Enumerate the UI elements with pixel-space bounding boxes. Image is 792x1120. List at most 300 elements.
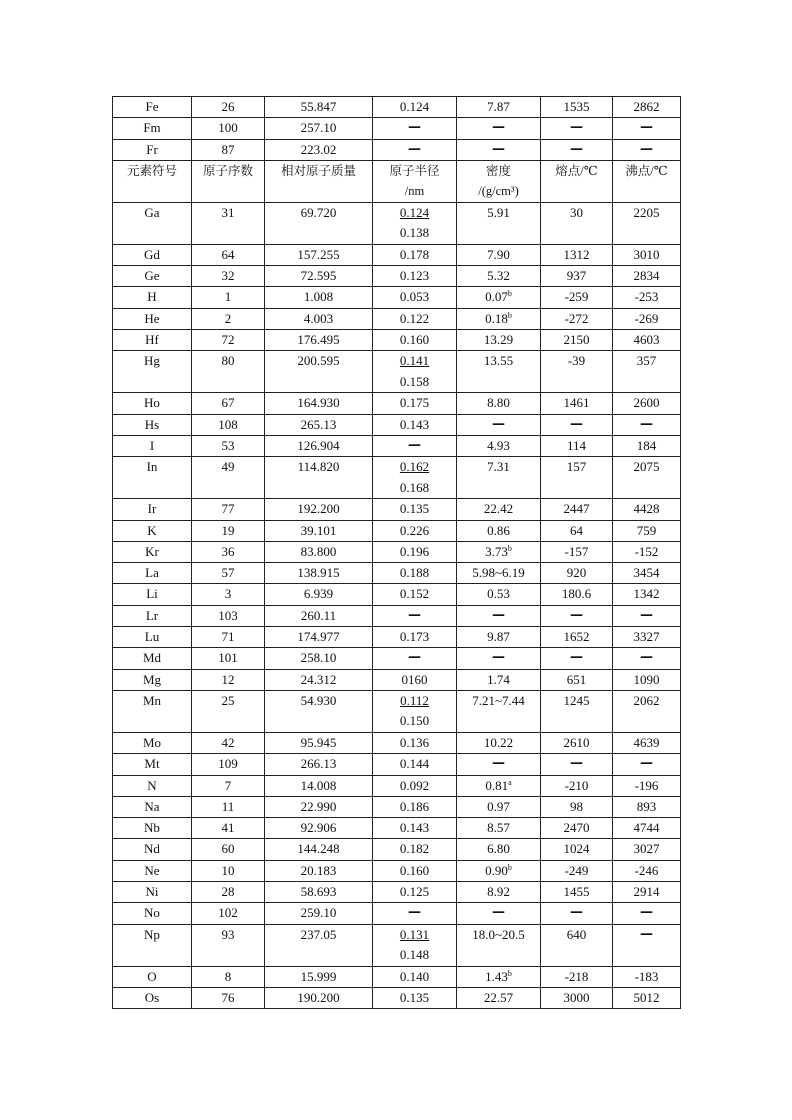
cell-value: 237.05 <box>300 926 337 942</box>
table-cell <box>373 139 457 160</box>
table-cell <box>541 351 613 393</box>
table-cell <box>541 860 613 881</box>
empty-value-dash: — <box>408 437 421 453</box>
cell-value: 0.143 <box>399 416 430 432</box>
table-cell <box>265 754 373 775</box>
table-cell <box>192 882 265 903</box>
table-cell <box>457 330 541 351</box>
table-cell <box>373 330 457 351</box>
table-cell <box>192 118 265 139</box>
cell-value: Ir <box>147 501 157 517</box>
table-row <box>113 414 681 435</box>
table-cell <box>541 754 613 775</box>
table-cell <box>373 308 457 329</box>
empty-value-dash: — <box>408 120 421 136</box>
footnote-marker: b <box>507 310 512 320</box>
cell-value: 39.101 <box>300 522 337 538</box>
table-cell <box>192 330 265 351</box>
cell-value: 4.003 <box>303 310 334 326</box>
table-cell <box>457 903 541 924</box>
table-row <box>113 266 681 287</box>
radius-value: 0.131 <box>399 926 430 942</box>
cell-value: 2447 <box>563 501 590 517</box>
cell-value: 5.91 <box>487 204 510 220</box>
table-cell <box>265 499 373 520</box>
table-cell <box>192 351 265 393</box>
element-symbol-cell <box>113 605 192 626</box>
table-cell <box>373 987 457 1008</box>
element-symbol-cell <box>113 669 192 690</box>
table-row <box>113 351 681 393</box>
radius-value: 0.112 <box>400 692 429 708</box>
table-cell <box>373 97 457 118</box>
table-cell <box>613 882 681 903</box>
table-cell <box>457 435 541 456</box>
table-cell <box>265 987 373 1008</box>
element-symbol-cell <box>113 966 192 987</box>
table-cell <box>613 563 681 584</box>
cell-value: 3454 <box>633 565 660 581</box>
cell-value: 3010 <box>633 246 660 262</box>
table-cell <box>613 351 681 393</box>
cell-value: 0.81$^a$ <box>485 777 512 793</box>
cell-value: No <box>144 905 160 921</box>
cell-value: 0.092 <box>399 777 430 793</box>
cell-value: 0.186 <box>399 798 430 814</box>
table-cell <box>613 966 681 987</box>
cell-value: 2914 <box>633 884 660 900</box>
radius-value: 0.162 <box>399 459 430 475</box>
table-row <box>113 775 681 796</box>
table-cell <box>265 520 373 541</box>
table-cell <box>613 541 681 562</box>
table-cell <box>457 584 541 605</box>
table-cell <box>541 903 613 924</box>
cell-value: Li <box>146 586 158 602</box>
radius-value: 0.124 <box>399 204 430 220</box>
table-cell <box>192 287 265 308</box>
radius-value: 0.148 <box>399 946 430 962</box>
cell-value: O <box>147 968 157 984</box>
cell-value: 0.86 <box>487 522 510 538</box>
empty-value-dash: — <box>570 607 583 623</box>
element-symbol-cell <box>113 796 192 817</box>
table-cell <box>265 796 373 817</box>
table-cell <box>192 139 265 160</box>
table-cell <box>265 584 373 605</box>
cell-value: -253 <box>634 289 659 305</box>
cell-value: 24.312 <box>300 671 337 687</box>
table-cell <box>373 648 457 669</box>
cell-value: I <box>149 437 155 453</box>
table-cell <box>613 330 681 351</box>
table-row <box>113 202 681 244</box>
cell-value: Lr <box>145 607 159 623</box>
table-cell <box>613 903 681 924</box>
table-cell <box>613 435 681 456</box>
cell-value: Hs <box>144 416 160 432</box>
cell-value: -152 <box>634 543 659 559</box>
table-cell <box>265 202 373 244</box>
table-cell <box>192 754 265 775</box>
table-cell <box>265 669 373 690</box>
table-cell <box>457 520 541 541</box>
cell-value: Fe <box>145 99 159 114</box>
cell-value: 651 <box>566 671 587 687</box>
empty-value-dash: — <box>492 416 505 432</box>
table-cell <box>265 308 373 329</box>
table-cell <box>192 987 265 1008</box>
table-cell <box>613 987 681 1008</box>
cell-value: 95.945 <box>300 734 337 750</box>
table-cell <box>373 266 457 287</box>
table-cell <box>541 605 613 626</box>
cell-value: 7.90 <box>487 246 510 262</box>
cell-value: 0.160 <box>399 332 430 348</box>
cell-value: 1 <box>224 289 232 305</box>
table-cell <box>541 287 613 308</box>
table-row <box>113 393 681 414</box>
cell-value: 100 <box>218 120 238 136</box>
cell-value: 101 <box>218 650 238 666</box>
table-cell <box>192 584 265 605</box>
cell-value: 0.97 <box>487 798 510 814</box>
cell-value: 12 <box>221 671 235 687</box>
cell-value: -218 <box>564 968 589 984</box>
table-cell <box>541 882 613 903</box>
cell-value: 2610 <box>563 734 590 750</box>
table-cell <box>613 605 681 626</box>
table-cell <box>192 690 265 732</box>
column-header-line: 相对原子质量 <box>280 163 356 178</box>
table-row <box>113 97 681 118</box>
cell-value: 13.55 <box>483 353 514 369</box>
table-row <box>113 244 681 265</box>
table-row <box>113 818 681 839</box>
cell-value: 72 <box>221 332 235 348</box>
cell-value: 4744 <box>633 820 660 836</box>
table-row <box>113 860 681 881</box>
cell-value: 893 <box>636 798 657 814</box>
table-cell <box>457 987 541 1008</box>
table-cell <box>192 839 265 860</box>
table-cell <box>541 520 613 541</box>
table-cell <box>192 499 265 520</box>
element-symbol-cell <box>113 435 192 456</box>
table-cell <box>265 903 373 924</box>
cell-value: 138.915 <box>297 565 340 581</box>
table-cell <box>457 882 541 903</box>
cell-value: 6.80 <box>487 841 510 857</box>
cell-value: 164.930 <box>297 395 340 411</box>
empty-value-dash: — <box>570 905 583 921</box>
table-cell <box>192 244 265 265</box>
element-symbol-cell <box>113 690 192 732</box>
table-cell <box>457 118 541 139</box>
cell-value: Na <box>144 798 160 814</box>
element-symbol-cell <box>113 584 192 605</box>
cell-value: Hg <box>144 353 160 369</box>
cell-value: Ne <box>144 862 160 878</box>
cell-value: 0.135 <box>399 989 430 1005</box>
table-cell <box>373 839 457 860</box>
table-cell <box>541 457 613 499</box>
table-cell <box>373 882 457 903</box>
table-cell <box>373 732 457 753</box>
element-symbol-cell <box>113 330 192 351</box>
column-header <box>265 160 373 202</box>
table-cell <box>373 541 457 562</box>
column-header-line: 密度 <box>485 163 511 178</box>
cell-value: 4428 <box>633 501 660 517</box>
empty-value-dash: — <box>640 650 653 666</box>
table-cell <box>265 139 373 160</box>
table-cell <box>265 966 373 987</box>
table-cell <box>613 202 681 244</box>
element-symbol-cell <box>113 563 192 584</box>
table-cell <box>373 244 457 265</box>
cell-value: 0.135 <box>399 501 430 517</box>
column-header-line: 沸点/℃ <box>625 163 668 178</box>
cell-value: 144.248 <box>297 841 340 857</box>
element-symbol-cell <box>113 924 192 966</box>
empty-value-dash: — <box>570 120 583 136</box>
table-cell <box>457 202 541 244</box>
table-row <box>113 966 681 987</box>
empty-value-dash: — <box>492 120 505 136</box>
table-cell <box>265 882 373 903</box>
table-cell <box>541 839 613 860</box>
table-cell <box>373 754 457 775</box>
cell-value: 357 <box>636 353 657 369</box>
table-cell <box>192 627 265 648</box>
empty-value-dash: — <box>640 926 653 942</box>
cell-value: 2 <box>224 310 232 326</box>
table-cell <box>613 690 681 732</box>
cell-value: 0.125 <box>399 884 430 900</box>
table-cell <box>541 924 613 966</box>
cell-value: 0.124 <box>399 99 430 114</box>
element-symbol-cell <box>113 393 192 414</box>
table-cell <box>457 796 541 817</box>
table-cell <box>457 393 541 414</box>
cell-value: Fm <box>143 120 161 136</box>
cell-value: 258.10 <box>300 650 337 666</box>
cell-value: 3 <box>224 586 232 602</box>
cell-value: 937 <box>566 268 587 284</box>
cell-value: 2834 <box>633 268 660 284</box>
cell-value: -272 <box>564 310 589 326</box>
cell-value: 76 <box>221 989 235 1005</box>
table-row <box>113 605 681 626</box>
element-symbol-cell <box>113 266 192 287</box>
table-cell <box>192 775 265 796</box>
cell-value: 10.22 <box>483 734 514 750</box>
cell-value: 0.160 <box>399 862 430 878</box>
cell-value: 8 <box>224 968 232 984</box>
table-cell <box>541 796 613 817</box>
table-cell <box>192 308 265 329</box>
table-cell <box>192 563 265 584</box>
radius-value: 0.138 <box>399 225 430 241</box>
cell-value: 192.200 <box>297 501 340 517</box>
cell-value: Md <box>142 650 162 666</box>
table-row <box>113 118 681 139</box>
column-header-line: /nm <box>404 184 425 199</box>
cell-value: Mt <box>144 756 160 772</box>
cell-value: 55.847 <box>300 99 337 114</box>
cell-value: 1535 <box>563 99 590 114</box>
cell-value: 0.53 <box>487 586 510 602</box>
table-row <box>113 139 681 160</box>
table-cell <box>457 541 541 562</box>
cell-value: 69.720 <box>300 204 337 220</box>
table-cell <box>541 435 613 456</box>
table-cell <box>192 202 265 244</box>
element-symbol-cell <box>113 627 192 648</box>
table-cell <box>192 97 265 118</box>
cell-value: 1.43$^b$ <box>485 968 512 984</box>
empty-value-dash: — <box>640 905 653 921</box>
empty-value-dash: — <box>570 756 583 772</box>
cell-value: 60 <box>221 841 235 857</box>
table-row <box>113 287 681 308</box>
table-cell <box>613 796 681 817</box>
cell-value: 2862 <box>633 99 660 114</box>
column-header-line: 熔点/℃ <box>555 163 598 178</box>
element-symbol-cell <box>113 244 192 265</box>
cell-value: 22.990 <box>300 798 337 814</box>
cell-value: 174.977 <box>297 629 340 645</box>
cell-value: 157.255 <box>297 246 340 262</box>
footnote-marker: b <box>507 862 512 872</box>
element-symbol-cell <box>113 118 192 139</box>
cell-value: 57 <box>221 565 235 581</box>
table-cell <box>265 690 373 732</box>
cell-value: 42 <box>221 734 235 750</box>
cell-value: 53 <box>221 437 235 453</box>
cell-value: 108 <box>218 416 238 432</box>
element-symbol-cell <box>113 499 192 520</box>
cell-value: 2150 <box>563 332 590 348</box>
table-cell <box>613 520 681 541</box>
cell-value: Ge <box>144 268 160 284</box>
cell-value: 64 <box>221 246 235 262</box>
table-cell <box>373 520 457 541</box>
table-cell <box>541 330 613 351</box>
element-symbol-cell <box>113 860 192 881</box>
cell-value: 0.136 <box>399 734 430 750</box>
cell-value: 257.10 <box>300 120 337 136</box>
table-cell <box>613 584 681 605</box>
cell-value: 32 <box>221 268 235 284</box>
cell-value: 31 <box>221 204 235 220</box>
cell-value: 77 <box>221 501 235 517</box>
element-symbol-cell <box>113 97 192 118</box>
cell-value: 0.196 <box>399 543 430 559</box>
table-cell <box>541 584 613 605</box>
cell-value: Hf <box>145 332 159 348</box>
table-cell <box>613 860 681 881</box>
table-cell <box>541 308 613 329</box>
table-row <box>113 627 681 648</box>
cell-value: 64 <box>570 522 583 538</box>
cell-value: -249 <box>564 862 589 878</box>
cell-value: 1455 <box>563 884 590 900</box>
element-symbol-cell <box>113 202 192 244</box>
element-symbol-cell <box>113 648 192 669</box>
cell-value: -269 <box>634 310 659 326</box>
cell-value: 1461 <box>563 395 590 411</box>
cell-value: 4603 <box>633 332 660 348</box>
cell-value: La <box>145 565 159 581</box>
table-cell <box>265 266 373 287</box>
table-cell <box>265 97 373 118</box>
cell-value: 180.6 <box>561 586 592 602</box>
table-cell <box>192 924 265 966</box>
table-cell <box>541 966 613 987</box>
cell-value: Mn <box>142 692 162 708</box>
column-header <box>541 160 613 202</box>
cell-value: 1.74 <box>487 671 510 687</box>
cell-value: 0.123 <box>399 268 430 284</box>
table-cell <box>265 924 373 966</box>
cell-value: 4639 <box>633 734 660 750</box>
cell-value: -157 <box>564 543 589 559</box>
table-cell <box>192 266 265 287</box>
table-cell <box>265 732 373 753</box>
cell-value: 1024 <box>563 841 590 857</box>
table-cell <box>265 457 373 499</box>
cell-value: -246 <box>634 862 659 878</box>
cell-value: -39 <box>567 353 586 369</box>
table-cell <box>613 818 681 839</box>
table-cell <box>613 266 681 287</box>
table-cell <box>457 860 541 881</box>
table-cell <box>613 648 681 669</box>
table-cell <box>373 414 457 435</box>
cell-value: 5012 <box>633 989 660 1005</box>
table-cell <box>541 648 613 669</box>
header-row <box>113 160 681 202</box>
table-row <box>113 563 681 584</box>
cell-value: 7 <box>224 777 232 793</box>
cell-value: 0.182 <box>399 841 430 857</box>
table-cell <box>613 97 681 118</box>
table-cell <box>192 393 265 414</box>
cell-value: 1652 <box>563 629 590 645</box>
table-cell <box>541 818 613 839</box>
table-cell <box>265 627 373 648</box>
table-cell <box>373 924 457 966</box>
table-cell <box>265 860 373 881</box>
table-cell <box>192 414 265 435</box>
cell-value: 0.178 <box>399 246 430 262</box>
table-cell <box>373 287 457 308</box>
cell-value: 103 <box>218 607 238 623</box>
footnote-marker: b <box>507 289 512 299</box>
cell-value: 8.92 <box>487 884 510 900</box>
cell-value: 2600 <box>633 395 660 411</box>
cell-value: 0.053 <box>399 289 430 305</box>
table-row <box>113 541 681 562</box>
cell-value: 223.02 <box>300 141 337 157</box>
table-cell <box>457 457 541 499</box>
table-cell <box>373 393 457 414</box>
table-cell <box>457 139 541 160</box>
cell-value: 3027 <box>633 841 660 857</box>
table-cell <box>457 775 541 796</box>
